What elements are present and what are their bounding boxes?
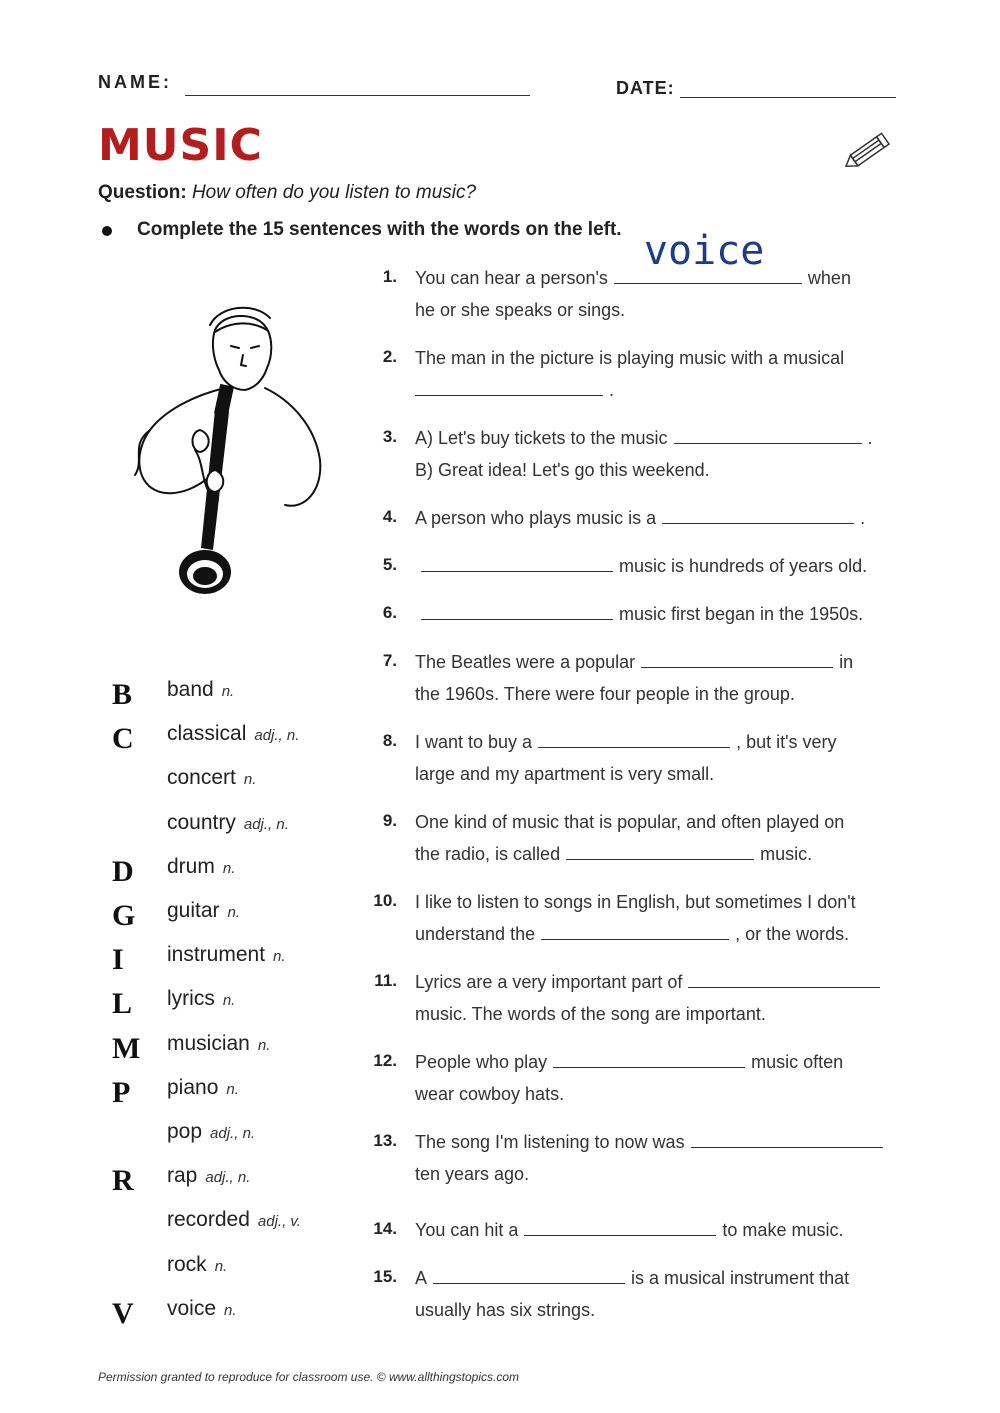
sentence-part: . [860, 508, 866, 528]
word-bank-word: classical adj., n. [167, 722, 300, 746]
sentence-line [415, 294, 905, 326]
sentence-number: 9. [382, 811, 397, 830]
word-bank-pos: n. [221, 683, 235, 700]
word-bank-pos: n. [224, 1301, 237, 1319]
sentence-part: You can hit a [415, 1220, 519, 1240]
sentence-text [415, 806, 905, 870]
word-bank-word: voice n. [167, 1296, 237, 1320]
word-bank-word: band n. [167, 678, 235, 701]
sentence-part: the radio, is called [415, 844, 561, 864]
question-text: How often do you listen to music? [191, 182, 477, 203]
sentence-part: . [867, 428, 873, 448]
answer-blank[interactable] [553, 1049, 745, 1068]
word-bank-pos: n. [243, 771, 257, 789]
word-bank-item [110, 1072, 370, 1112]
sentence-part: A person who plays music is a [415, 508, 657, 528]
name-label: NAME: [98, 72, 172, 92]
sentence-line [415, 1158, 905, 1190]
sentence-part: A [415, 1268, 428, 1288]
sentence-number: 6. [382, 603, 397, 622]
word-bank-word: pop adj., n. [167, 1120, 256, 1143]
sentence-line [415, 228, 905, 294]
word-bank-item [110, 1249, 370, 1289]
answer-blank[interactable] [662, 505, 854, 524]
sentence-number: 12. [373, 1051, 397, 1070]
sentence-line [415, 342, 905, 374]
sentence-text [415, 886, 905, 950]
word-bank-word: country adj., n. [167, 810, 289, 834]
sentence-part: is a musical instrument that [631, 1268, 850, 1288]
word-bank-word: drum n. [167, 854, 236, 878]
sentence-part: B) Great idea! Let's go this weekend. [415, 460, 710, 480]
sentence-line [415, 598, 905, 630]
word-bank-item [110, 1028, 370, 1068]
footer: Permission granted to reproduce for classroom use. © www.allthingstopics.com [98, 1370, 520, 1384]
word-bank-pos: n. [227, 904, 241, 921]
sentence-part: A) Let's buy tickets to the music [415, 428, 668, 448]
word-bank-item [110, 807, 370, 847]
word-bank-word: concert n. [167, 766, 257, 790]
sentence-part: Lyrics are a very important part of [415, 972, 683, 992]
answer-blank[interactable] [433, 1265, 625, 1284]
sentence-text [415, 966, 905, 1030]
pencil-icon [845, 128, 895, 172]
sentence-line [415, 1126, 905, 1158]
sentence-text [415, 1214, 905, 1246]
sentence-part: . [609, 380, 615, 400]
instruction: Complete the 15 sentences with the words on the left. [137, 219, 622, 240]
word-bank-item [110, 1204, 370, 1244]
sentence-text [415, 646, 905, 710]
sentence-part: I want to buy a [415, 732, 533, 752]
sentence-part: , but it's very [736, 732, 837, 752]
word-bank-pos: n. [214, 1257, 228, 1275]
sentence-part: the 1960s. There were four people in the group. [415, 684, 795, 704]
sentence-part: in [839, 652, 854, 672]
answer-blank[interactable] [614, 228, 802, 284]
bullet [102, 226, 112, 236]
sentence-text [415, 228, 905, 326]
sentence-line [415, 1078, 905, 1110]
word-bank-pos: adj., n. [210, 1125, 256, 1142]
sentence-text [415, 550, 905, 582]
word-bank-item [110, 895, 370, 935]
sentence-line [415, 454, 905, 486]
sentence-part: ten years ago. [415, 1164, 530, 1184]
word-bank-item [110, 1116, 370, 1156]
word-bank-pos: adj., n. [243, 815, 289, 833]
sentence-line [415, 838, 905, 870]
sentence-line [415, 726, 905, 758]
word-bank-word: recorded adj., v. [167, 1208, 301, 1232]
sentence-part: You can hear a person's [415, 268, 608, 288]
sentence-part: The man in the picture is playing music with a musical [415, 348, 845, 368]
word-bank-pos: n. [273, 948, 286, 966]
sentence-part: music. [760, 844, 813, 864]
sentence-text [415, 502, 905, 534]
answer-text: voice [643, 228, 765, 274]
sentence-part: usually has six strings. [415, 1300, 596, 1320]
answer-blank[interactable] [691, 1129, 883, 1148]
sentence-number: 13. [373, 1131, 397, 1150]
clarinet-player-illustration [105, 300, 345, 620]
word-bank-item [110, 1160, 370, 1200]
question-label: Question: [98, 182, 187, 203]
word-bank-letter: R [112, 1164, 134, 1198]
answer-blank[interactable] [421, 601, 613, 620]
page-title: MUSIC [98, 120, 263, 171]
sentence-text [415, 1262, 905, 1326]
word-bank-word: guitar n. [167, 899, 241, 922]
word-bank-item [110, 1293, 370, 1333]
sentence-part: The Beatles were a popular [415, 652, 636, 672]
sentence-number: 15. [373, 1267, 397, 1286]
sentence-line [415, 550, 905, 582]
word-bank-pos: adj., n. [254, 727, 300, 745]
word-bank-word: musician n. [167, 1031, 271, 1055]
sentence-line [415, 966, 905, 998]
sentence-line [415, 1294, 905, 1326]
sentence-line [415, 918, 905, 950]
word-bank-item [110, 939, 370, 979]
word-bank-item [110, 762, 370, 802]
sentence-number: 2. [382, 347, 397, 366]
word-bank-word: piano n. [167, 1075, 239, 1099]
word-bank-word: instrument n. [167, 943, 286, 967]
sentence-part: he or she speaks or sings. [415, 300, 626, 320]
sentence-text [415, 422, 905, 486]
word-bank-letter: V [112, 1296, 134, 1330]
sentence-text [415, 342, 905, 406]
answer-blank[interactable] [688, 969, 880, 988]
sentence-text [415, 1126, 905, 1190]
sentence-number: 11. [374, 971, 397, 990]
sentence-number: 7. [382, 651, 397, 670]
question [98, 182, 476, 204]
date-field[interactable] [680, 97, 896, 98]
answer-blank[interactable] [415, 377, 603, 396]
sentence-part: music. The words of the song are important. [415, 1004, 766, 1024]
sentence-line [415, 886, 905, 918]
sentence-line [415, 758, 905, 790]
answer-blank[interactable] [566, 841, 754, 860]
word-bank-item [110, 718, 370, 758]
sentence-number: 1. [382, 267, 397, 286]
word-bank-letter: C [112, 722, 134, 756]
name-field[interactable] [185, 95, 530, 96]
word-bank-pos: n. [257, 1036, 271, 1054]
answer-blank[interactable] [538, 729, 730, 748]
date-label: DATE: [616, 78, 675, 98]
sentence-text [415, 598, 905, 630]
answer-blank[interactable] [674, 425, 862, 444]
word-bank-word: rap adj., n. [167, 1164, 251, 1188]
sentence-part: when [807, 268, 851, 288]
word-bank-letter: P [112, 1075, 131, 1109]
word-bank-pos: n. [226, 1080, 239, 1098]
sentence-part: I like to listen to songs in English, but sometimes I don't [415, 892, 856, 912]
word-bank-pos: adj., n. [205, 1169, 251, 1187]
sentence-line [415, 502, 905, 534]
word-bank-letter: D [112, 854, 134, 888]
sentence-part: understand the [415, 924, 536, 944]
sentence-line [415, 374, 905, 406]
sentence-part: music is hundreds of years old. [619, 556, 868, 576]
sentence-line [415, 806, 905, 838]
sentence-text [415, 1046, 905, 1110]
sentence-line [415, 1262, 905, 1294]
word-bank-pos: adj., v. [257, 1213, 301, 1231]
sentence-number: 5. [382, 555, 397, 574]
sentence-line [415, 678, 905, 710]
sentence-part: large and my apartment is very small. [415, 764, 715, 784]
sentence-part: to make music. [722, 1220, 844, 1240]
sentence-number: 14. [373, 1219, 397, 1238]
sentence-line [415, 1046, 905, 1078]
sentence-line [415, 1214, 905, 1246]
word-bank-letter: L [112, 987, 133, 1021]
word-bank-word: rock n. [167, 1252, 228, 1276]
sentence-number: 3. [382, 427, 397, 446]
sentence-part: The song I'm listening to now was [415, 1132, 685, 1152]
word-bank-pos: n. [222, 859, 236, 877]
word-bank-item [110, 851, 370, 891]
word-bank-letter: G [112, 899, 136, 932]
answer-blank[interactable] [641, 649, 833, 668]
sentence-number: 10. [373, 891, 397, 910]
answer-blank[interactable] [541, 921, 729, 940]
sentence-line [415, 998, 905, 1030]
answer-blank[interactable] [421, 553, 613, 572]
word-bank-pos: n. [222, 992, 236, 1010]
sentence-line [415, 422, 905, 454]
sentence-part: music first began in the 1950s. [619, 604, 864, 624]
sentence-part: , or the words. [735, 924, 850, 944]
sentence-text [415, 726, 905, 790]
word-bank-item [110, 983, 370, 1023]
answer-blank[interactable] [524, 1217, 716, 1236]
sentence-line [415, 646, 905, 678]
sentence-part: music often [751, 1052, 844, 1072]
word-bank-letter: B [112, 678, 133, 711]
word-bank-word: lyrics n. [167, 987, 236, 1011]
word-bank-letter: M [112, 1031, 141, 1065]
sentence-part: wear cowboy hats. [415, 1084, 565, 1104]
sentence-number: 8. [382, 731, 397, 750]
sentence-part: People who play [415, 1052, 548, 1072]
word-bank-item [110, 674, 370, 714]
word-bank-letter: I [112, 943, 124, 977]
sentence-number: 4. [382, 507, 397, 526]
sentence-part: One kind of music that is popular, and often played on [415, 812, 845, 832]
